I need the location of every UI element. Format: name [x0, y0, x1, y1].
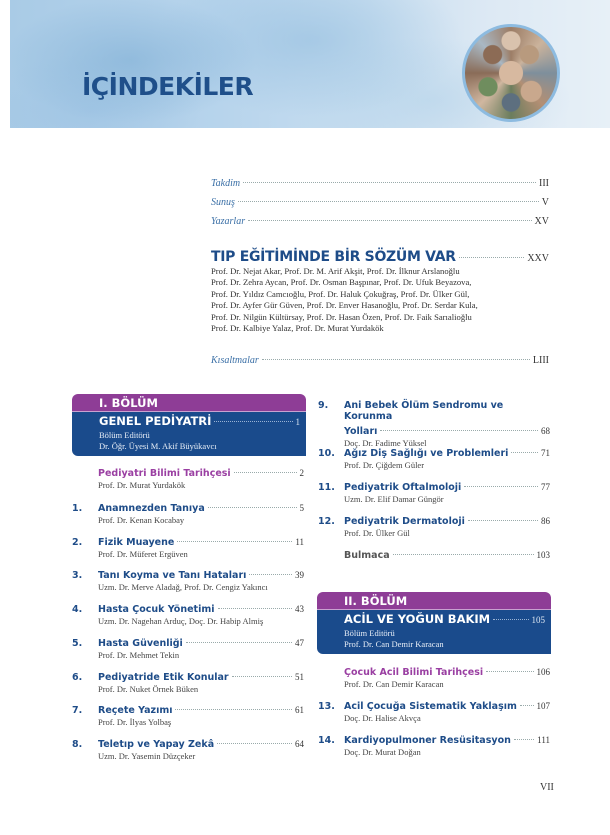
entry-author: Prof. Dr. Can Demir Karacan	[344, 679, 444, 689]
entry-page: 103	[536, 550, 550, 560]
toc-label: Sunuş	[211, 197, 235, 208]
entry-page: 86	[541, 516, 550, 526]
entry-number: 14.	[318, 735, 335, 746]
entry-title: Ani Bebek Ölüm Sendromu ve Korunma	[344, 400, 504, 422]
dot-leader	[238, 201, 539, 202]
author-line: Prof. Dr. Nilgün Kültürsay, Prof. Dr. Hasan Özen, Prof. Dr. Faik Sarıalioğlu	[211, 311, 472, 322]
entry-page: 5	[299, 503, 304, 513]
entry-author: Doç. Dr. Murat Doğan	[344, 747, 421, 757]
dot-leader	[514, 739, 534, 740]
entry-number: 5.	[72, 638, 83, 649]
entry-number: 3.	[72, 570, 83, 581]
entry-author: Prof. Dr. Ülker Gül	[344, 528, 410, 538]
header-banner	[10, 0, 610, 128]
dot-leader	[464, 486, 538, 487]
entry-page: 77	[541, 482, 550, 492]
entry-title: Pediyatrik Dermatoloji	[344, 516, 465, 527]
dot-leader	[243, 182, 536, 183]
entry-title: Reçete Yazımı	[98, 705, 173, 716]
entry-page: 106	[536, 667, 550, 677]
entry-page: 68	[541, 426, 550, 436]
dot-leader	[217, 743, 292, 744]
dot-leader	[493, 619, 528, 620]
entry-author: Prof. Dr. Çiğdem Güler	[344, 460, 425, 470]
dot-leader	[232, 676, 292, 677]
entry-title: Fizik Muayene	[98, 537, 175, 548]
entry-page: 64	[295, 739, 304, 749]
toc-abbreviations[interactable]	[211, 355, 549, 366]
dot-leader	[248, 220, 531, 221]
entry-author: Doç. Dr. Fadime Yüksel	[344, 438, 427, 448]
dot-leader	[177, 541, 292, 542]
entry-title: Pediyatrik Oftalmoloji	[344, 482, 462, 493]
entry-title: Tanı Koyma ve Tanı Hataları	[98, 570, 247, 581]
toc-front-takdim[interactable]	[211, 178, 549, 189]
toc-page: V	[541, 197, 549, 208]
dot-leader	[486, 671, 533, 672]
author-line: Prof. Dr. Nejat Akar, Prof. Dr. M. Arif Akşit, Prof. Dr. İlknur Arslanoğlu	[211, 266, 460, 276]
editor-label: Bölüm Editörü	[99, 430, 150, 440]
entry-number: 1.	[72, 503, 83, 514]
toc-front-sunus[interactable]	[211, 197, 549, 208]
entry-title: Çocuk Acil Bilimi Tarihçesi	[344, 667, 484, 678]
entry-title: Anamnezden Tanıya	[98, 503, 205, 514]
author-line: Prof. Dr. Kalbiye Yalaz, Prof. Dr. Murat Yurdakök	[211, 323, 384, 334]
toc-page: LIII	[532, 355, 549, 366]
entry-number: 6.	[72, 672, 83, 683]
entry-author: Uzm. Dr. Merve Aladağ, Prof. Dr. Cengiz Yakıncı	[98, 582, 268, 592]
dot-leader	[175, 709, 292, 710]
section-name: GENEL PEDİYATRİ	[99, 414, 212, 428]
entry-number: 4.	[72, 604, 83, 615]
dot-leader	[234, 472, 297, 473]
entry-title: Acil Çocuğa Sistematik Yaklaşım	[344, 701, 517, 712]
entry-title: Pediyatride Etik Konular	[98, 672, 229, 683]
dot-leader	[380, 430, 538, 431]
editor-name: Prof. Dr. Can Demir Karacan	[344, 639, 444, 649]
toc-page: XV	[534, 216, 549, 227]
section-page: 105	[531, 615, 545, 625]
section-part: II. BÖLÜM	[317, 592, 551, 610]
entry-page: 107	[536, 701, 550, 711]
section-page: 1	[295, 417, 300, 427]
dot-leader	[214, 421, 292, 422]
entry-page: 111	[537, 735, 550, 745]
entry-author: Prof. Dr. Müferet Ergüven	[98, 549, 188, 559]
entry-page: 51	[295, 672, 304, 682]
entry-number: 8.	[72, 739, 83, 750]
entry-author: Prof. Dr. Mehmet Tekin	[98, 650, 180, 660]
entry-page: 71	[541, 448, 550, 458]
entry-title: Ağız Diş Sağlığı ve Problemleri	[344, 448, 509, 459]
section-header-1[interactable]	[72, 394, 306, 456]
dot-leader	[393, 554, 534, 555]
toc-label: Takdim	[211, 178, 241, 189]
dot-leader	[186, 642, 292, 643]
author-line: Prof. Dr. Ayfer Gür Güven, Prof. Dr. Enver Hasanoğlu, Prof. Dr. Serdar Kula,	[211, 300, 478, 311]
section-name: ACİL VE YOĞUN BAKIM	[344, 612, 491, 626]
entry-title: Hasta Çocuk Yönetimi	[98, 604, 215, 615]
entry-author: Prof. Dr. İlyas Yolbaş	[98, 717, 172, 727]
entry-page: 2	[299, 468, 304, 478]
entry-page: 61	[295, 705, 304, 715]
author-line: Prof. Dr. Zehra Aycan, Prof. Dr. Osman Başpınar, Prof. Dr. Ufuk Beyazova,	[211, 277, 472, 288]
entry-title: Bulmaca	[344, 550, 390, 561]
feature-title: TIP EĞİTİMİNDE BİR SÖZÜM VAR	[211, 249, 456, 265]
entry-title: Hasta Güvenliği	[98, 638, 183, 649]
dot-leader	[511, 452, 538, 453]
toc-page: XXV	[527, 253, 549, 264]
entry-number: 12.	[318, 516, 335, 527]
entry-number: 11.	[318, 482, 335, 493]
section-header-2[interactable]	[317, 592, 551, 654]
dot-leader	[520, 705, 534, 706]
dot-leader	[249, 574, 292, 575]
toc-front-yazarlar[interactable]	[211, 216, 549, 227]
entry-number: 2.	[72, 537, 83, 548]
entry-number: 9.	[318, 400, 329, 411]
page-title: İÇİNDEKİLER	[82, 72, 254, 101]
entry-page: 47	[295, 638, 304, 648]
entry-author: Uzm. Dr. Elif Damar Güngör	[344, 494, 444, 504]
entry-title: Pediyatri Bilimi Tarihçesi	[98, 468, 231, 479]
entry-title-cont: Yolları	[344, 426, 378, 437]
toc-page: III	[539, 178, 549, 189]
entry-number: 10.	[318, 448, 335, 459]
dot-leader	[208, 507, 297, 508]
entry-author: Uzm. Dr. Nagehan Arduç, Doç. Dr. Habip Almiş	[98, 616, 264, 626]
entry-author: Doç. Dr. Halise Akvça	[344, 713, 421, 723]
entry-page: 43	[295, 604, 304, 614]
collage-image	[462, 24, 560, 122]
author-line: Prof. Dr. Yıldız Camcıoğlu, Prof. Dr. Haluk Çokuğraş, Prof. Dr. Ülker Gül,	[211, 288, 470, 299]
editor-label: Bölüm Editörü	[344, 628, 395, 638]
dot-leader	[262, 359, 530, 360]
entry-author: Uzm. Dr. Yasemin Düzçeker	[98, 751, 196, 761]
entry-title: Kardiyopulmoner Resüsitasyon	[344, 735, 511, 746]
dot-leader	[218, 608, 293, 609]
toc-feature[interactable]	[211, 249, 549, 265]
section-part: I. BÖLÜM	[72, 394, 306, 412]
toc-label: Kısaltmalar	[211, 355, 259, 366]
dot-leader	[459, 257, 525, 258]
entry-number: 7.	[72, 705, 83, 716]
entry-author: Prof. Dr. Nuket Örnek Büken	[98, 684, 199, 694]
entry-author: Prof. Dr. Kenan Kocabay	[98, 515, 185, 525]
entry-author: Prof. Dr. Murat Yurdakök	[98, 480, 186, 490]
entry-number: 13.	[318, 701, 335, 712]
feature-authors	[211, 266, 551, 334]
page-number: VII	[540, 782, 554, 793]
toc-label: Yazarlar	[211, 216, 246, 227]
editor-name: Dr. Öğr. Üyesi M. Akif Büyükavcı	[99, 441, 217, 451]
entry-page: 11	[295, 537, 304, 547]
entry-page: 39	[295, 570, 304, 580]
dot-leader	[468, 520, 538, 521]
entry-title: Teletıp ve Yapay Zekâ	[98, 739, 215, 750]
